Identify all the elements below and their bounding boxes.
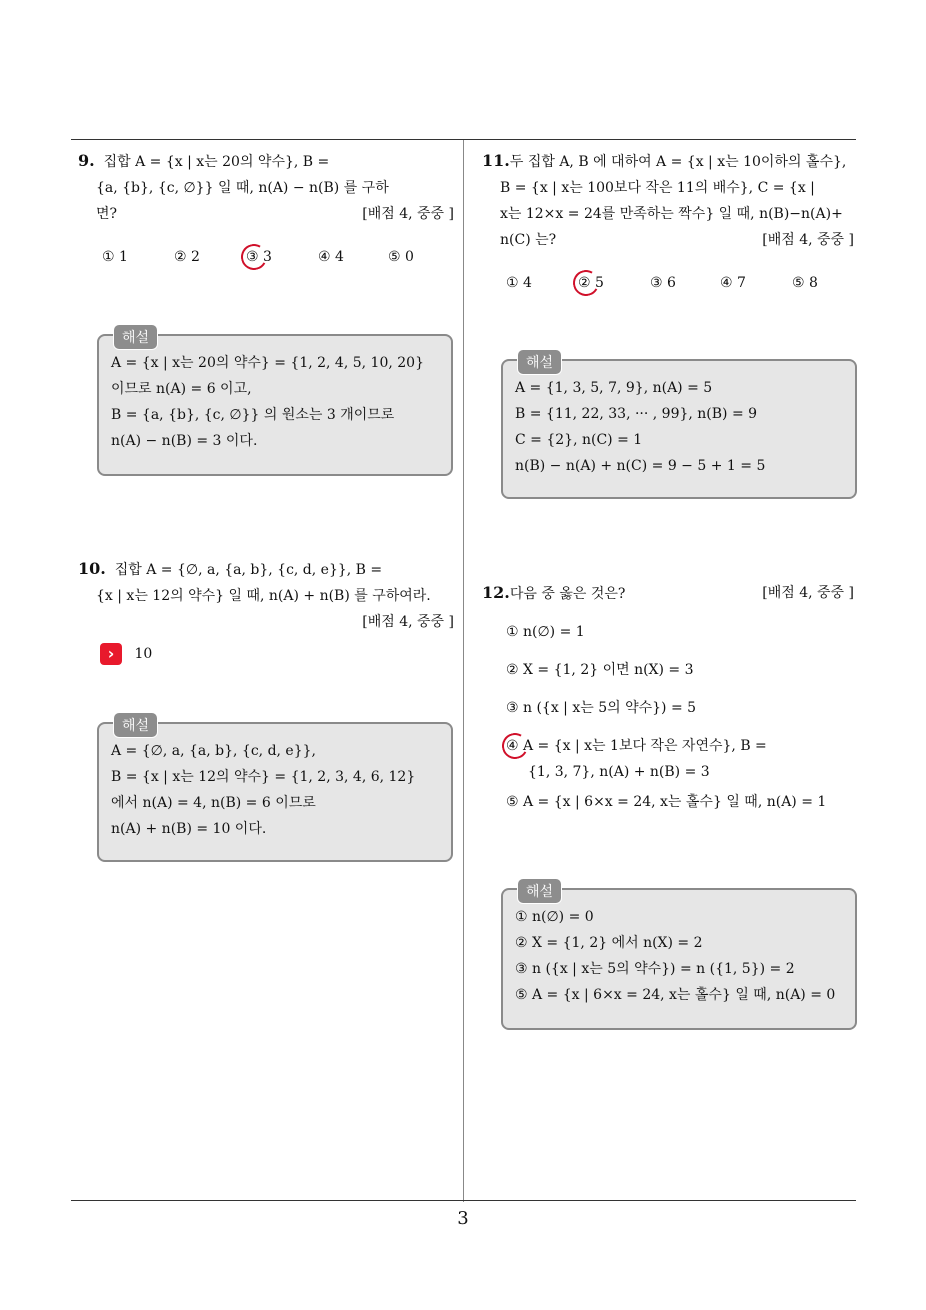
question-number: 10. xyxy=(78,559,106,578)
solution-line: A = {1, 3, 5, 7, 9}, n(A) = 5 xyxy=(515,380,713,396)
solution-line: A = {∅, a, {a, b}, {c, d, e}}, xyxy=(111,743,316,759)
solution-line: ③ n ({x | x는 5의 약수}) = n ({1, 5}) = 2 xyxy=(515,961,795,977)
solution-label: 해설 xyxy=(113,712,158,738)
solution-box-9 xyxy=(97,330,453,476)
answer-row xyxy=(78,641,454,667)
solution-box-11 xyxy=(501,355,857,499)
question-text: 면? xyxy=(96,206,118,222)
question-text: x는 12×x = 24를 만족하는 짝수} 일 때, n(B)−n(A)+ xyxy=(500,206,843,222)
question-meta: [배점 4, 중중 ] xyxy=(362,614,454,630)
solution-label: 해설 xyxy=(517,878,562,904)
solution-box-10 xyxy=(97,718,453,862)
choice-3[interactable]: ③ 6 xyxy=(650,275,676,291)
question-text: {x | x는 12의 약수} 일 때, n(A) + n(B) 를 구하여라. xyxy=(96,588,431,604)
solution-box-12 xyxy=(501,884,857,1030)
question-text: 집합 A = {∅, a, {a, b}, {c, d, e}}, B = xyxy=(114,562,383,578)
choice-2[interactable]: ② 2 xyxy=(174,249,200,265)
question-text: 집합 A = {x | x는 20의 약수}, B = xyxy=(103,154,330,170)
choice-1[interactable]: ① 4 xyxy=(506,275,532,291)
choice-4[interactable]: ④ 7 xyxy=(720,275,746,291)
solution-line: n(B) − n(A) + n(C) = 9 − 5 + 1 = 5 xyxy=(515,458,766,474)
question-meta: [배점 4, 중중 ] xyxy=(362,206,454,222)
column-divider xyxy=(463,140,464,1202)
solution-line: A = {x | x는 20의 약수} = {1, 2, 4, 5, 10, 20} xyxy=(111,355,424,371)
option-4-continued: {1, 3, 7}, n(A) + n(B) = 3 xyxy=(528,764,710,780)
question-meta: [배점 4, 중중 ] xyxy=(762,232,854,248)
choice-2-selected[interactable]: ② 5 xyxy=(578,275,604,291)
question-number: 11. xyxy=(482,151,510,170)
selected-circle-mark xyxy=(499,730,531,762)
question-12 xyxy=(482,580,858,815)
question-9 xyxy=(78,148,454,273)
choice-1[interactable]: ① 1 xyxy=(102,249,128,265)
solution-label: 해설 xyxy=(517,349,562,375)
question-meta: [배점 4, 중중 ] xyxy=(762,585,854,601)
bottom-rule xyxy=(71,1200,856,1201)
choice-3-selected[interactable]: ③ 3 xyxy=(246,249,272,265)
question-text: B = {x | x는 100보다 작은 11의 배수}, C = {x | xyxy=(500,180,815,196)
option-5[interactable]: ⑤ A = {x | 6×x = 24, x는 홀수} 일 때, n(A) = 1 xyxy=(506,794,827,810)
option-1[interactable]: ① n(∅) = 1 xyxy=(506,624,585,640)
question-number: 9. xyxy=(78,151,95,170)
page-number: 3 xyxy=(457,1208,469,1229)
solution-line: ② X = {1, 2} 에서 n(X) = 2 xyxy=(515,935,703,951)
solution-line: ① n(∅) = 0 xyxy=(515,909,594,925)
solution-line: n(A) − n(B) = 3 이다. xyxy=(111,433,258,449)
selected-circle-mark xyxy=(238,241,270,273)
selected-circle-mark xyxy=(570,267,602,299)
answer-value: 10 xyxy=(134,646,153,662)
question-text: 다음 중 옳은 것은? xyxy=(509,586,626,602)
solution-line: B = {x | x는 12의 약수} = {1, 2, 3, 4, 6, 12} xyxy=(111,769,416,785)
choice-5[interactable]: ⑤ 8 xyxy=(792,275,818,291)
option-3[interactable]: ③ n ({x | x는 5의 약수}) = 5 xyxy=(506,700,697,716)
question-text: 두 집합 A, B 에 대하여 A = {x | x는 10이하의 홀수}, xyxy=(509,154,847,170)
option-4-selected[interactable]: ④ A = {x | x는 1보다 작은 자연수}, B = xyxy=(506,733,858,759)
question-11 xyxy=(482,148,858,299)
solution-line: B = {a, {b}, {c, ∅}} 의 원소는 3 개이므로 xyxy=(111,407,395,423)
choice-list xyxy=(78,249,454,273)
solution-line: C = {2}, n(C) = 1 xyxy=(515,432,643,448)
solution-line: n(A) + n(B) = 10 이다. xyxy=(111,821,267,837)
solution-line: 이므로 n(A) = 6 이고, xyxy=(111,381,252,397)
question-number: 12. xyxy=(482,583,510,602)
solution-line: ⑤ A = {x | 6×x = 24, x는 홀수} 일 때, n(A) = 0 xyxy=(515,987,836,1003)
option-list xyxy=(482,619,858,815)
question-10 xyxy=(78,556,454,667)
option-2[interactable]: ② X = {1, 2} 이면 n(X) = 3 xyxy=(506,662,694,678)
question-text: {a, {b}, {c, ∅}} 일 때, n(A) − n(B) 를 구하 xyxy=(96,180,389,196)
answer-arrow-icon: › xyxy=(100,643,122,665)
choice-list xyxy=(482,275,858,299)
solution-line: B = {11, 22, 33, ··· , 99}, n(B) = 9 xyxy=(515,406,758,422)
solution-line: 에서 n(A) = 4, n(B) = 6 이므로 xyxy=(111,795,316,811)
choice-5[interactable]: ⑤ 0 xyxy=(388,249,414,265)
choice-4[interactable]: ④ 4 xyxy=(318,249,344,265)
question-text: n(C) 는? xyxy=(500,232,557,248)
solution-label: 해설 xyxy=(113,324,158,350)
